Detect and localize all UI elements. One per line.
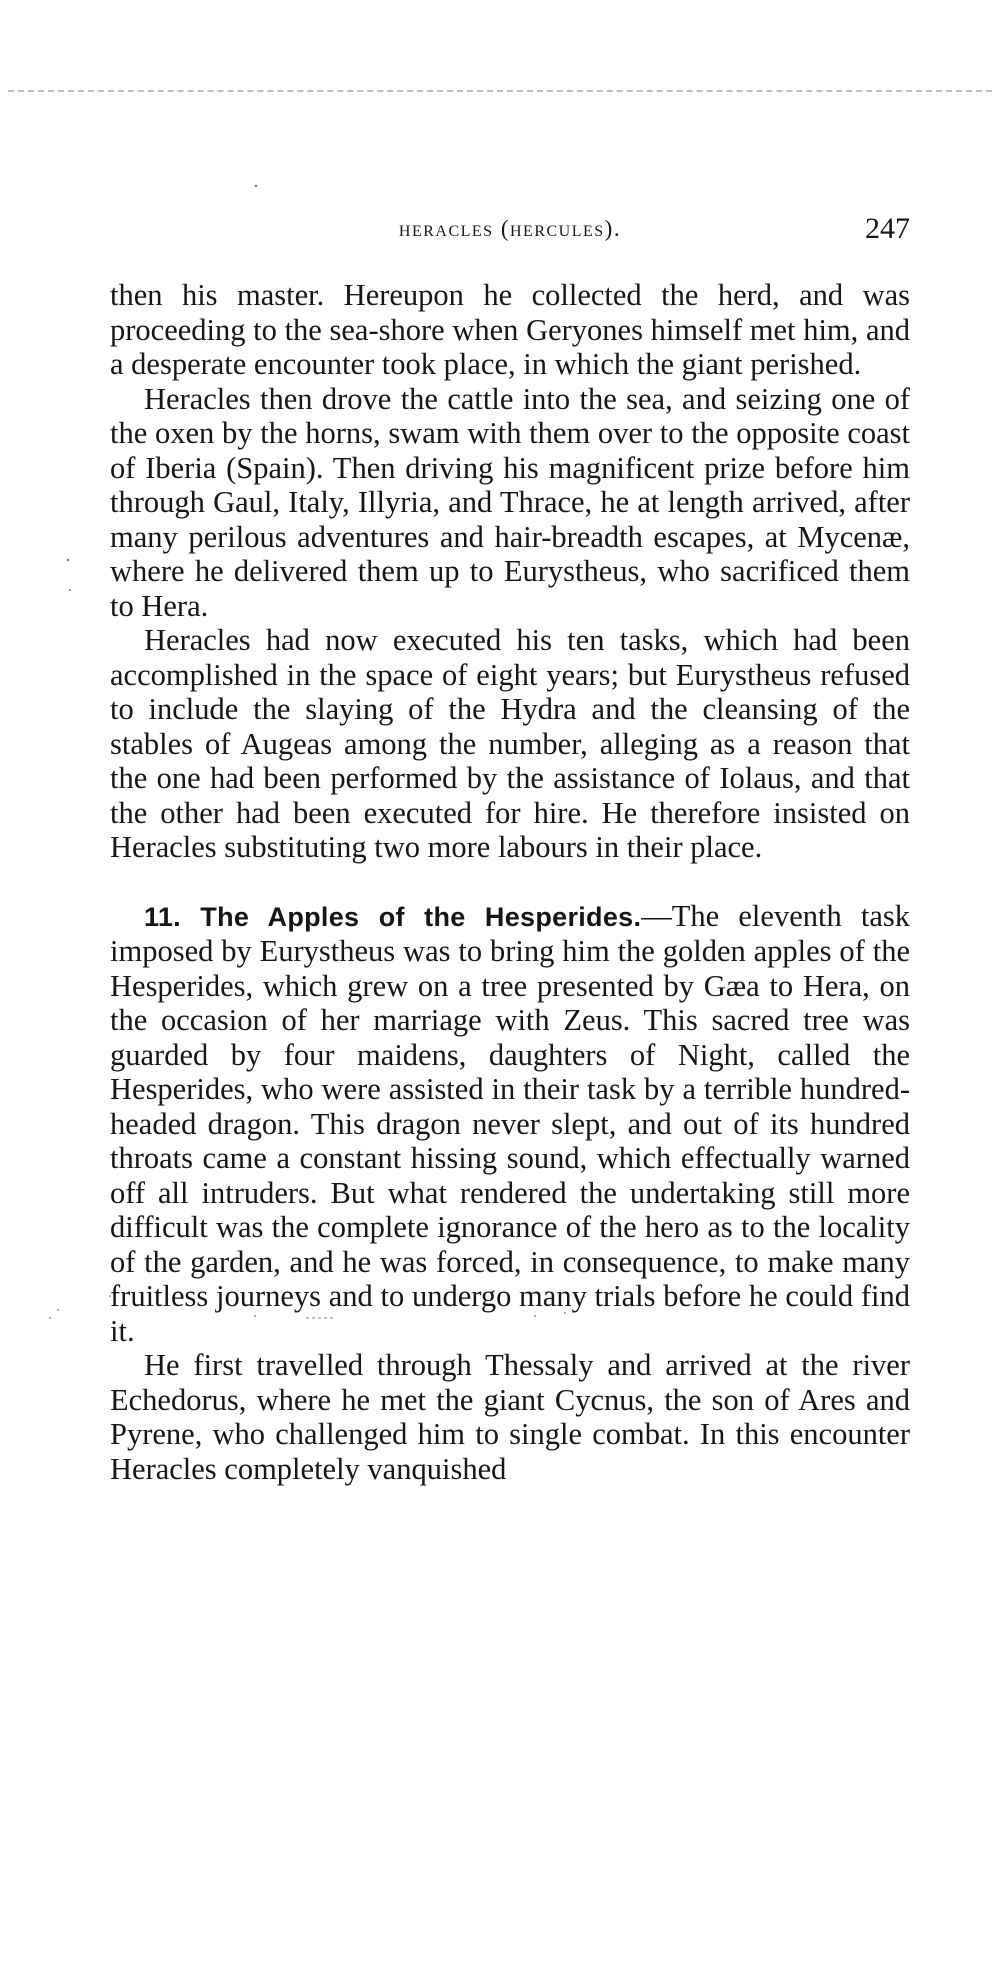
section-gap	[110, 865, 910, 899]
paragraph-2: Heracles then drove the cattle into the sea, and seizing one of the oxen by the horns, swam with them over to the opposite coast of Iberia (Spain). Then driving his magnificent prize before him through Gaul, Italy, Illyria, and Thrace, he at length arrived, after many perilous adventures and hair-breadth escapes, at Mycenæ, where he delivered them up to Eurystheus, who sacrificed them to Hera.	[110, 381, 910, 623]
paragraph-1: then his master. Hereupon he collected the herd, and was proceeding to the sea-shore when Geryones himself met him, and a desperate encounter took place, in which the giant perished.	[110, 278, 910, 381]
section-lead-text: —The eleventh task imposed by Eurystheus was to bring him the golden apples of the Hesperides, which grew on a tree presented by Gæa to Hera, on the occasion of her marriage with Zeus. This sacred tree was guarded by four maidens, daughters of Night, called the Hesperides, who were assisted in their task by a terrible hundred-headed dragon. This dragon never slept, and out of its hundred throats came a constant hissing sound, which effectually warned off all intruders. But what rendered the undertaking still more difficult was the complete ignorance of the hero as to the locality of the garden, and he was forced, in consequence, to make many fruitless journeys and to undergo many trials before he could find it.	[110, 898, 911, 1348]
paragraph-3: Heracles had now executed his ten tasks, which had been accomplished in the space of eight years; but Eurystheus refused to include the slaying of the Hydra and the cleansing of the stables of Augeas among the number, alleging as a reason that the one had been performed by the assistance of Iolaus, and that the other had been executed for hire. He therefore insisted on Heracles substituting two more labours in their place.	[110, 623, 910, 864]
running-title: heracles (hercules).	[398, 216, 622, 241]
page-number: 247	[865, 212, 910, 245]
book-page	[110, 210, 910, 1486]
section-heading: 11. The Apples of the Hesperides.	[144, 901, 642, 932]
running-head	[110, 210, 910, 250]
section-continuation: He first travelled through Thessaly and arrived at the river Echedorus, where he met the giant Cycnus, the son of Ares and Pyrene, who challenged him to single combat. In this encounter Heracles completely vanquished	[110, 1348, 910, 1486]
section-paragraph	[110, 899, 910, 1349]
